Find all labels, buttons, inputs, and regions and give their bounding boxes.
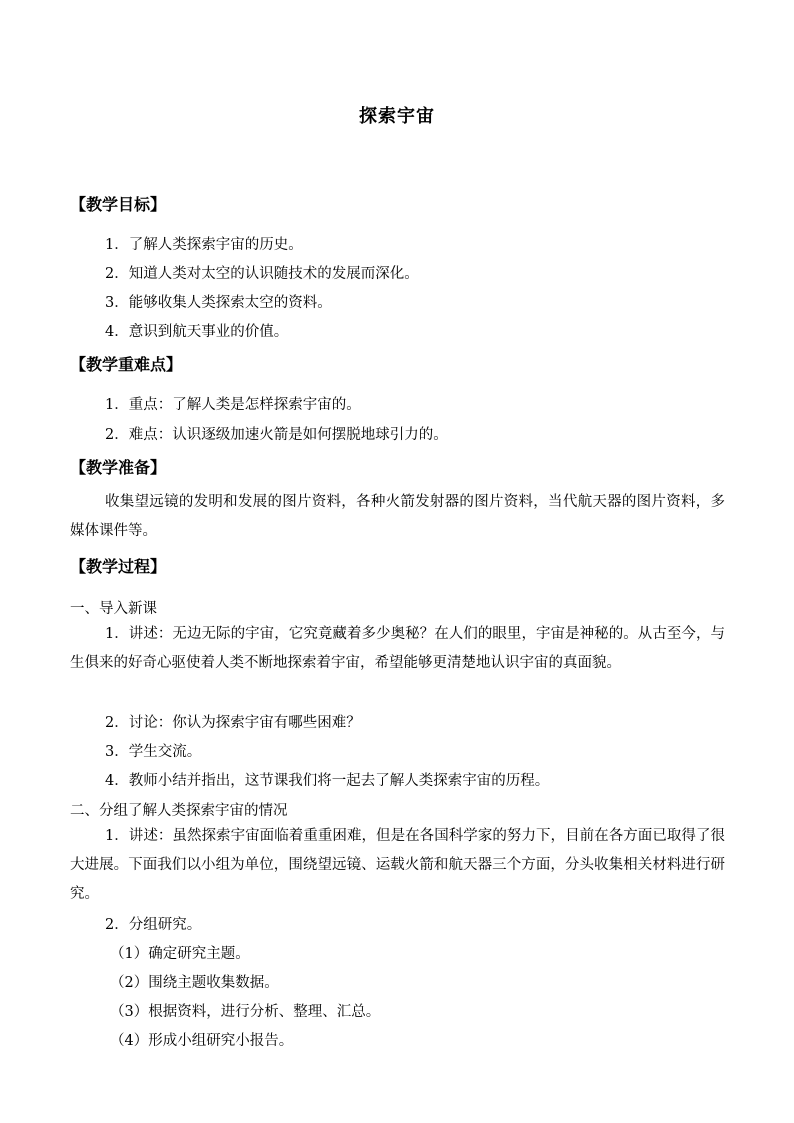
process-item: 4．教师小结并指出，这节课我们将一起去了解人类探索宇宙的历程。 (105, 773, 550, 789)
process-part-title: 二、分组了解人类探索宇宙的情况 (70, 803, 288, 819)
process-subitem: （2）围绕主题收集数据。 (110, 975, 279, 991)
process-subitem: （1）确定研究主题。 (110, 946, 250, 962)
preparation-paragraph: 收集望远镜的发明和发展的图片资料，各种火箭发射器的图片资料，当代航天器的图片资料，多媒体课件等。 (70, 494, 725, 539)
process-subitem: （4）形成小组研究小报告。 (110, 1033, 294, 1049)
section-heading-process: 【教学过程】 (70, 557, 167, 576)
process-subitem: （3）根据资料，进行分析、整理、汇总。 (110, 1004, 381, 1020)
process-part-title: 一、导入新课 (70, 601, 157, 617)
process-item: 2．讨论：你认为探索宇宙有哪些困难？ (105, 715, 361, 731)
section-heading-key-points: 【教学重难点】 (70, 355, 183, 374)
key-point-item: 1．重点：了解人类是怎样探索宇宙的。 (105, 397, 361, 413)
process-item: 2．分组研究。 (105, 917, 202, 933)
process-item: 3．学生交流。 (105, 744, 202, 760)
process-paragraph: 1．讲述：虽然探索宇宙面临着重重困难，但是在各国科学家的努力下，目前在各方面已取得了很大进展。下面我们以小组为单位，围绕望远镜、运载火箭和航天器三个方面，分头收集相关材料进行研究。 (70, 828, 725, 902)
goal-item: 1．了解人类探索宇宙的历史。 (105, 237, 303, 253)
section-heading-goals: 【教学目标】 (70, 195, 167, 214)
process-paragraph: 1．讲述：无边无际的宇宙，它究竟藏着多少奥秘？在人们的眼里，宇宙是神秘的。从古至今，与生俱来的好奇心驱使着人类不断地探索着宇宙，希望能够更清楚地认识宇宙的真面貌。 (70, 626, 725, 671)
goal-item: 4．意识到航天事业的价值。 (105, 324, 289, 340)
goal-item: 3．能够收集人类探索太空的资料。 (105, 295, 332, 311)
section-heading-preparation: 【教学准备】 (70, 458, 167, 477)
key-point-item: 2．难点：认识逐级加速火箭是如何摆脱地球引力的。 (105, 427, 448, 443)
page-title: 探索宇宙 (359, 106, 435, 127)
goal-item: 2．知道人类对太空的认识随技术的发展而深化。 (105, 266, 419, 282)
